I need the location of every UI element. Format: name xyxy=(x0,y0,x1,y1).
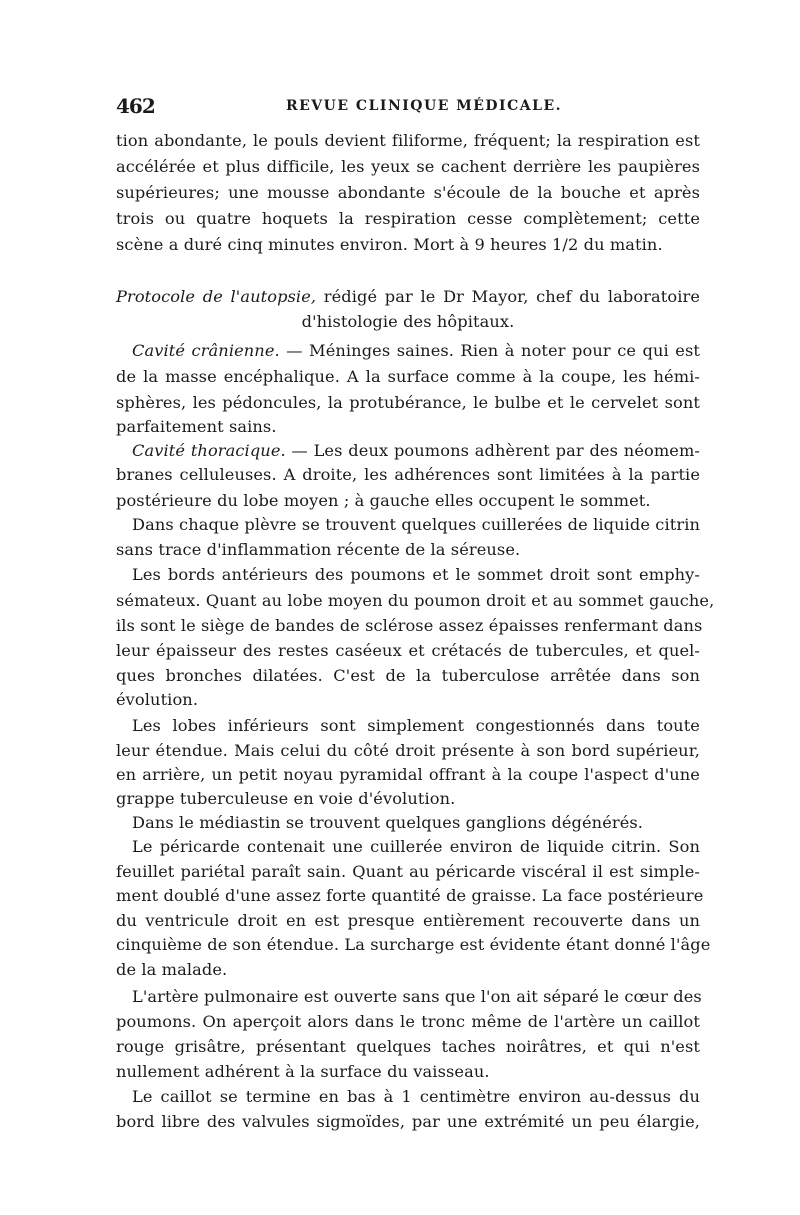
text-line: en arrière, un petit noyau pyramidal offrant à la coupe l'aspect d'une xyxy=(116,765,700,784)
text-line: sémateux. Quant au lobe moyen du poumon droit et au sommet gauche, xyxy=(116,591,715,610)
text-line: de la malade. xyxy=(116,960,228,979)
text-line: grappe tuberculeuse en voie d'évolution. xyxy=(116,789,456,808)
text-line: Les lobes inférieurs sont simplement congestionnés dans toute xyxy=(132,716,700,735)
text-line: feuillet pariétal paraît sain. Quant au péricarde viscéral il est simple- xyxy=(116,862,700,881)
text-line: d'histologie des hôpitaux. xyxy=(301,312,515,331)
text-line: Le caillot se termine en bas à 1 centimètre environ au-dessus du xyxy=(132,1087,700,1106)
text-line: ment doublé d'une assez forte quantité de graisse. La face postérieure xyxy=(116,886,704,905)
text-line: trois ou quatre hoquets la respiration cesse complètement; cette xyxy=(116,209,700,228)
text-line: parfaitement sains. xyxy=(116,417,277,436)
page-number: 462 xyxy=(116,94,155,118)
text-line: leur étendue. Mais celui du côté droit présente à son bord supérieur, xyxy=(116,741,700,760)
text-line: L'artère pulmonaire est ouverte sans que l'on ait séparé le cœur des xyxy=(132,987,702,1006)
text-line: Le péricarde contenait une cuillerée environ de liquide citrin. Son xyxy=(132,837,700,856)
text-line: leur épaisseur des restes caséeux et crétacés de tubercules, et quel- xyxy=(116,641,700,660)
text-line: évolution. xyxy=(116,690,199,709)
text-line: tion abondante, le pouls devient filiforme, fréquent; la respiration est xyxy=(116,131,700,150)
text-line: ils sont le siège de bandes de sclérose assez épaisses renfermant dans xyxy=(116,616,703,635)
section-thoracic-line: Cavité thoracique. — Les deux poumons adhèrent par des néomem- xyxy=(132,441,700,460)
text-line: branes celluleuses. A droite, les adhérences sont limitées à la partie xyxy=(116,465,700,484)
text-line: de la masse encéphalique. A la surface comme à la coupe, les hémi- xyxy=(116,367,700,386)
text-line: accélérée et plus difficile, les yeux se cachent derrière les paupières xyxy=(116,157,700,176)
running-title: REVUE CLINIQUE MÉDICALE. xyxy=(286,98,563,114)
text-line: cinquième de son étendue. La surcharge est évidente étant donné l'âge xyxy=(116,935,711,954)
text-line: postérieure du lobe moyen ; à gauche elles occupent le sommet. xyxy=(116,491,651,510)
text-line: Dans le médiastin se trouvent quelques ganglions dégénérés. xyxy=(132,813,644,832)
text-line: Dans chaque plèvre se trouvent quelques cuillerées de liquide citrin xyxy=(132,515,700,534)
text-line: Les bords antérieurs des poumons et le sommet droit sont emphy- xyxy=(132,565,700,584)
text-line: scène a duré cinq minutes environ. Mort à 9 heures 1/2 du matin. xyxy=(116,235,663,254)
text-line: du ventricule droit en est presque entièrement recouverte dans un xyxy=(116,911,700,930)
protocol-heading: Protocole de l'autopsie, xyxy=(116,287,317,306)
text-line: poumons. On aperçoit alors dans le tronc même de l'artère un caillot xyxy=(116,1012,700,1031)
protocol-heading-line: Protocole de l'autopsie, rédigé par le Dr Mayor, chef du laboratoire xyxy=(116,287,700,306)
page-header xyxy=(116,94,700,118)
text-line: ques bronches dilatées. C'est de la tuberculose arrêtée dans son xyxy=(116,666,700,685)
text-line: nullement adhérent à la surface du vaisseau. xyxy=(116,1062,490,1081)
section-cranial-line: Cavité crânienne. — Méninges saines. Rien à noter pour ce qui est xyxy=(132,341,700,360)
text-line: rouge grisâtre, présentant quelques taches noirâtres, et qui n'est xyxy=(116,1037,700,1056)
text-line: sans trace d'inflammation récente de la séreuse. xyxy=(116,540,521,559)
text-line: sphères, les pédoncules, la protubérance, le bulbe et le cervelet sont xyxy=(116,393,700,412)
text-line: supérieures; une mousse abondante s'écoule de la bouche et après xyxy=(116,183,700,202)
section-heading-thoracic: Cavité thoracique. xyxy=(132,441,286,460)
section-heading-cranial: Cavité crânienne. xyxy=(132,341,280,360)
text-line: bord libre des valvules sigmoïdes, par une extrémité un peu élargie, xyxy=(116,1112,700,1131)
